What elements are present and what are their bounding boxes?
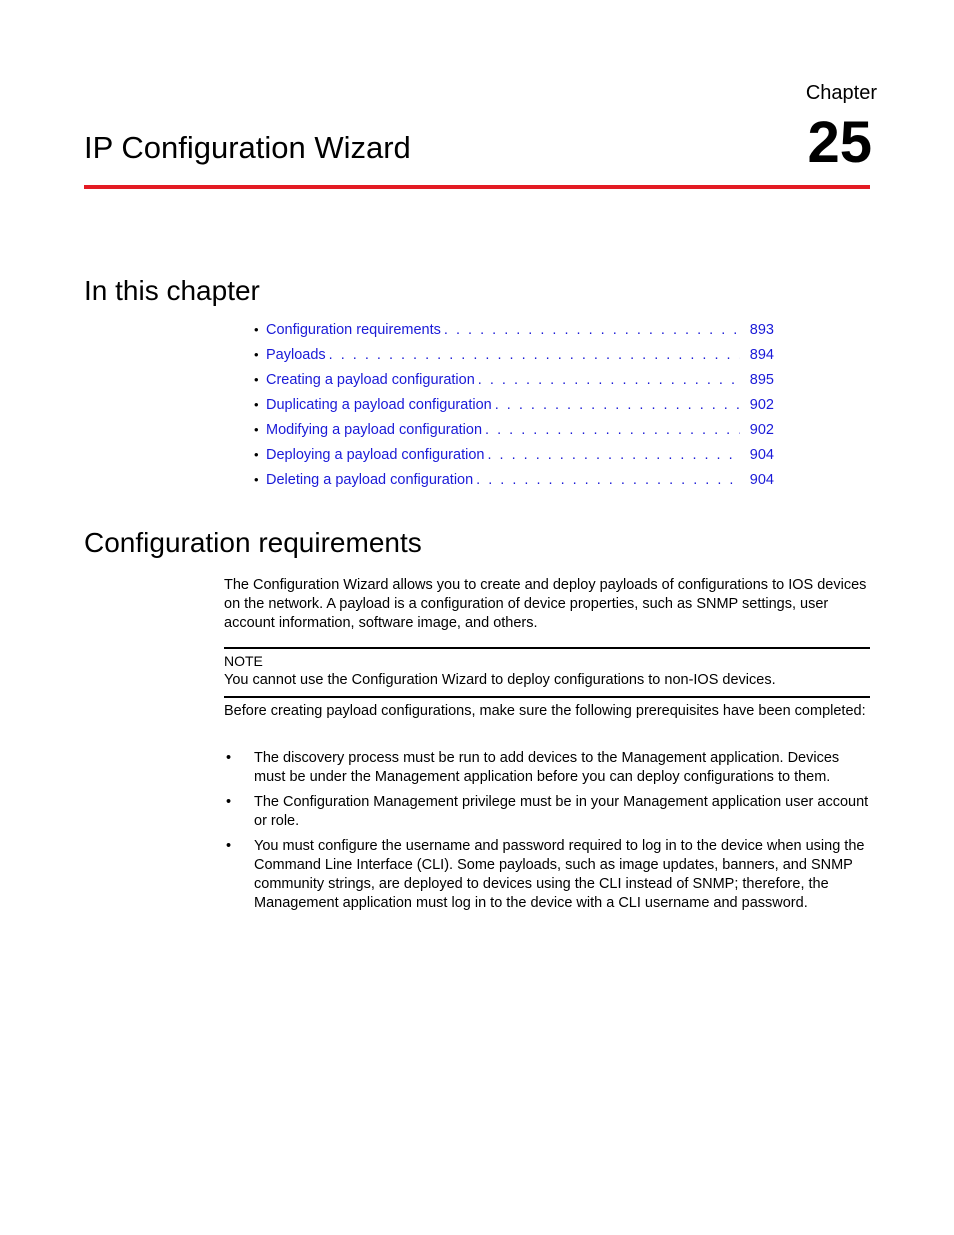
toc-link-payloads[interactable]: Payloads — [266, 347, 326, 363]
chapter-number: 25 — [807, 110, 872, 175]
toc-page-number[interactable]: 904 — [749, 447, 774, 463]
toc-page-number[interactable]: 893 — [749, 322, 774, 338]
toc-leader — [485, 422, 740, 438]
toc-link-configuration-requirements[interactable]: Configuration requirements — [266, 322, 441, 338]
bullet: • — [226, 838, 232, 854]
toc-bullet: • — [254, 472, 259, 487]
toc-leader — [444, 322, 740, 338]
toc-link-creating-payload[interactable]: Creating a payload configuration — [266, 372, 475, 388]
prerequisite-text: You must configure the username and password required to log in to the device when using the Command Line Interface (CLI). Some payloads, such as image updates, banners, and SNMP community strings, are deployed to devices using the CLI instead of SNMP; therefore, the Management application must log in to the device with a CLI username and password. — [254, 838, 865, 911]
prerequisite-text: The Configuration Management privilege must be in your Management application user account or role. — [254, 794, 869, 829]
toc-item[interactable] — [254, 372, 774, 397]
toc-bullet: • — [254, 447, 259, 462]
toc-bullet: • — [254, 372, 259, 387]
chapter-label: Chapter — [805, 82, 877, 104]
note-label: NOTE — [224, 653, 263, 669]
toc-link-deleting-payload[interactable]: Deleting a payload configuration — [266, 472, 474, 488]
toc-item[interactable] — [254, 322, 774, 347]
toc-heading: In this chapter — [84, 275, 260, 306]
toc-item[interactable] — [254, 447, 774, 472]
toc-leader — [478, 372, 740, 388]
note-box — [224, 647, 870, 698]
toc-link-deploying-payload[interactable]: Deploying a payload configuration — [266, 447, 485, 463]
toc-item[interactable] — [254, 347, 774, 372]
note-text: You cannot use the Configuration Wizard to deploy configurations to non-IOS devices. — [224, 672, 776, 688]
section-heading: Configuration requirements — [84, 527, 422, 558]
toc-bullet: • — [254, 322, 259, 337]
list-item — [224, 793, 870, 831]
toc-page-number[interactable]: 895 — [749, 372, 774, 388]
toc-leader — [495, 397, 740, 413]
toc-leader — [476, 472, 740, 488]
chapter-title: IP Configuration Wizard — [84, 130, 411, 165]
list-item — [224, 749, 870, 787]
prerequisites-intro: Before creating payload configurations, make sure the following prerequisites have been completed: — [224, 703, 866, 719]
bullet: • — [226, 794, 232, 810]
toc-page-number[interactable]: 904 — [749, 472, 774, 488]
toc-page-number[interactable]: 902 — [749, 397, 774, 413]
title-rule — [84, 185, 870, 189]
prerequisites-list — [224, 749, 870, 919]
toc-bullet: • — [254, 347, 259, 362]
toc-link-modifying-payload[interactable]: Modifying a payload configuration — [266, 422, 483, 438]
toc-list — [254, 322, 774, 497]
toc-page-number[interactable]: 902 — [749, 422, 774, 438]
toc-leader — [487, 447, 740, 463]
toc-item[interactable] — [254, 472, 774, 497]
toc-item[interactable] — [254, 397, 774, 422]
toc-link-duplicating-payload[interactable]: Duplicating a payload configuration — [266, 397, 492, 413]
intro-paragraph: The Configuration Wizard allows you to create and deploy payloads of configurations to IOS devices on the network. A payload is a configuration of device properties, such as SNMP settings, user account information, software image, and others. — [224, 577, 867, 631]
toc-bullet: • — [254, 397, 259, 412]
bullet: • — [226, 750, 232, 766]
toc-bullet: • — [254, 422, 259, 437]
toc-leader — [329, 347, 740, 363]
prerequisite-text: The discovery process must be run to add devices to the Management application. Devices must be under the Management application before you can deploy configurations to them. — [254, 750, 840, 785]
list-item — [224, 837, 870, 913]
toc-page-number[interactable]: 894 — [749, 347, 774, 363]
toc-item[interactable] — [254, 422, 774, 447]
